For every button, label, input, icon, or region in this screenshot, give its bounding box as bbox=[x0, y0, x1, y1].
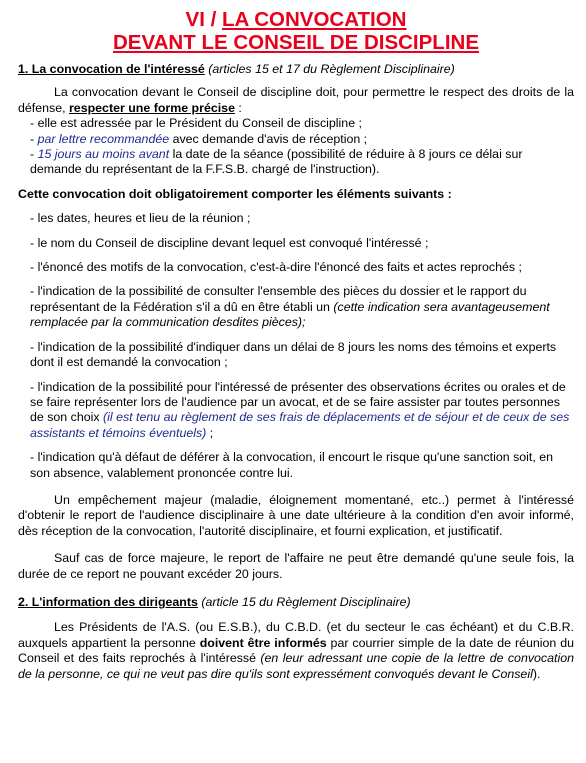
emphasis-text: par lettre recommandée bbox=[37, 131, 170, 146]
section2-heading: 2. L'information des dirigeants bbox=[18, 594, 198, 609]
requirement-item: - les dates, heures et lieu de la réunion ; bbox=[30, 211, 251, 226]
section2-reference: (article 15 du Règlement Disciplinaire) bbox=[197, 594, 411, 609]
paragraph: Sauf cas de force majeure, le report de l'affaire ne peut être demandé qu'une seule fois, la durée de ce report ne pouvant excéder 20 jours. bbox=[18, 551, 574, 581]
item-note: (cette indication sera avantageusement remplacée par la communication desdites pièces); bbox=[30, 299, 550, 330]
requirement-item: - l'indication de la possibilité d'indiquer dans un délai de 8 jours les noms des témoins et experts dont il est demandé la convocation ; bbox=[30, 339, 557, 370]
para-note: (en leur adressant une copie de la lettre de convocation de la personne, ce qui ne veut pas dire qu'ils sont expressément convoqués devant le Conseil bbox=[18, 651, 574, 681]
para-end: ). bbox=[532, 666, 541, 681]
title-line-2: DEVANT LE CONSEIL DE DISCIPLINE bbox=[112, 31, 479, 54]
item-text: la date de la séance (possibilité de réduire à 8 jours ce délai sur demande du représentant de la F.F.S.B. chargé de l'instruction). bbox=[30, 147, 523, 177]
requirement-item bbox=[30, 284, 574, 330]
para-emphasis: doivent être informés bbox=[199, 635, 327, 650]
item-text: - l'indication de la possibilité pour l'intéressé de présenter des observations écrites ou orales et de se faire représenter lors de l'audience par un avocat, et de se faire assister par toutes personnes de son choix bbox=[30, 379, 566, 425]
document-page bbox=[18, 8, 574, 682]
page-title bbox=[18, 8, 574, 54]
requirement-item: - l'énoncé des motifs de la convocation, c'est-à-dire l'énoncé des faits et actes reprochés ; bbox=[30, 260, 522, 275]
requirement-item: - l'indication qu'à défaut de déférer à la convocation, il encourt le risque qu'une sanction soit, en son absence, valablement prononcée contre lui. bbox=[30, 450, 554, 480]
intro-colon: : bbox=[234, 100, 242, 115]
section1-reference: (articles 15 et 17 du Règlement Disciplinaire) bbox=[204, 62, 455, 76]
emphasis-text: 15 jours au moins avant bbox=[37, 147, 170, 162]
title-prefix: VI / bbox=[185, 8, 222, 31]
item-note: (il est tenu au règlement de ses frais de déplacements et de séjour et de ceux de ses assistants et témoins éventuels) bbox=[30, 410, 570, 440]
requirement-item bbox=[30, 380, 574, 442]
requirements-heading: Cette convocation doit obligatoirement comporter les éléments suivants : bbox=[18, 186, 452, 201]
title-main: LA CONVOCATION bbox=[221, 8, 407, 31]
section2-heading-line bbox=[18, 595, 574, 610]
section1-heading: 1. La convocation de l'intéressé bbox=[18, 62, 205, 76]
para-text: par courrier simple de la date de réunion du Conseil et des faits reprochés à l'intéressé bbox=[18, 635, 575, 666]
intro-text: La convocation devant le Conseil de discipline doit, pour permettre le respect des droits de la défense, bbox=[18, 85, 574, 115]
intro-emphasis: respecter une forme précise bbox=[68, 100, 235, 115]
title-line-1 bbox=[18, 8, 574, 31]
section1-heading-line bbox=[18, 62, 574, 77]
dash: - bbox=[30, 147, 38, 162]
item-text: - l'indication de la possibilité de consulter l'ensemble des pièces du dossier et le rapport du représentant de la Fédération s'il a dû en être établi un bbox=[30, 284, 527, 314]
dash: - bbox=[30, 131, 38, 146]
para-text: Les Présidents de l'A.S. (ou E.S.B.), du C.B.D. (et du secteur le cas échéant) et du C.B.R. auxquels appartient la personne bbox=[18, 620, 574, 650]
requirement-item: - le nom du Conseil de discipline devant lequel est convoqué l'intéressé ; bbox=[30, 235, 429, 250]
paragraph: Un empêchement majeur (maladie, éloignement momentané, etc..) permet à l'intéressé d'obtenir le report de l'audience disciplinaire à une date ultérieure à la condition d'en avoir informé, dès réception de la convocation, l'autorité disciplinaire, et fourni explication, et justificatif. bbox=[18, 492, 574, 538]
list-item bbox=[30, 132, 574, 147]
item-end: ; bbox=[206, 425, 214, 440]
list-item: - elle est adressée par le Président du Conseil de discipline ; bbox=[30, 116, 362, 131]
section2-paragraph bbox=[18, 620, 574, 682]
item-text: avec demande d'avis de réception ; bbox=[169, 131, 368, 146]
section1-intro bbox=[18, 85, 574, 116]
list-item bbox=[30, 147, 574, 178]
